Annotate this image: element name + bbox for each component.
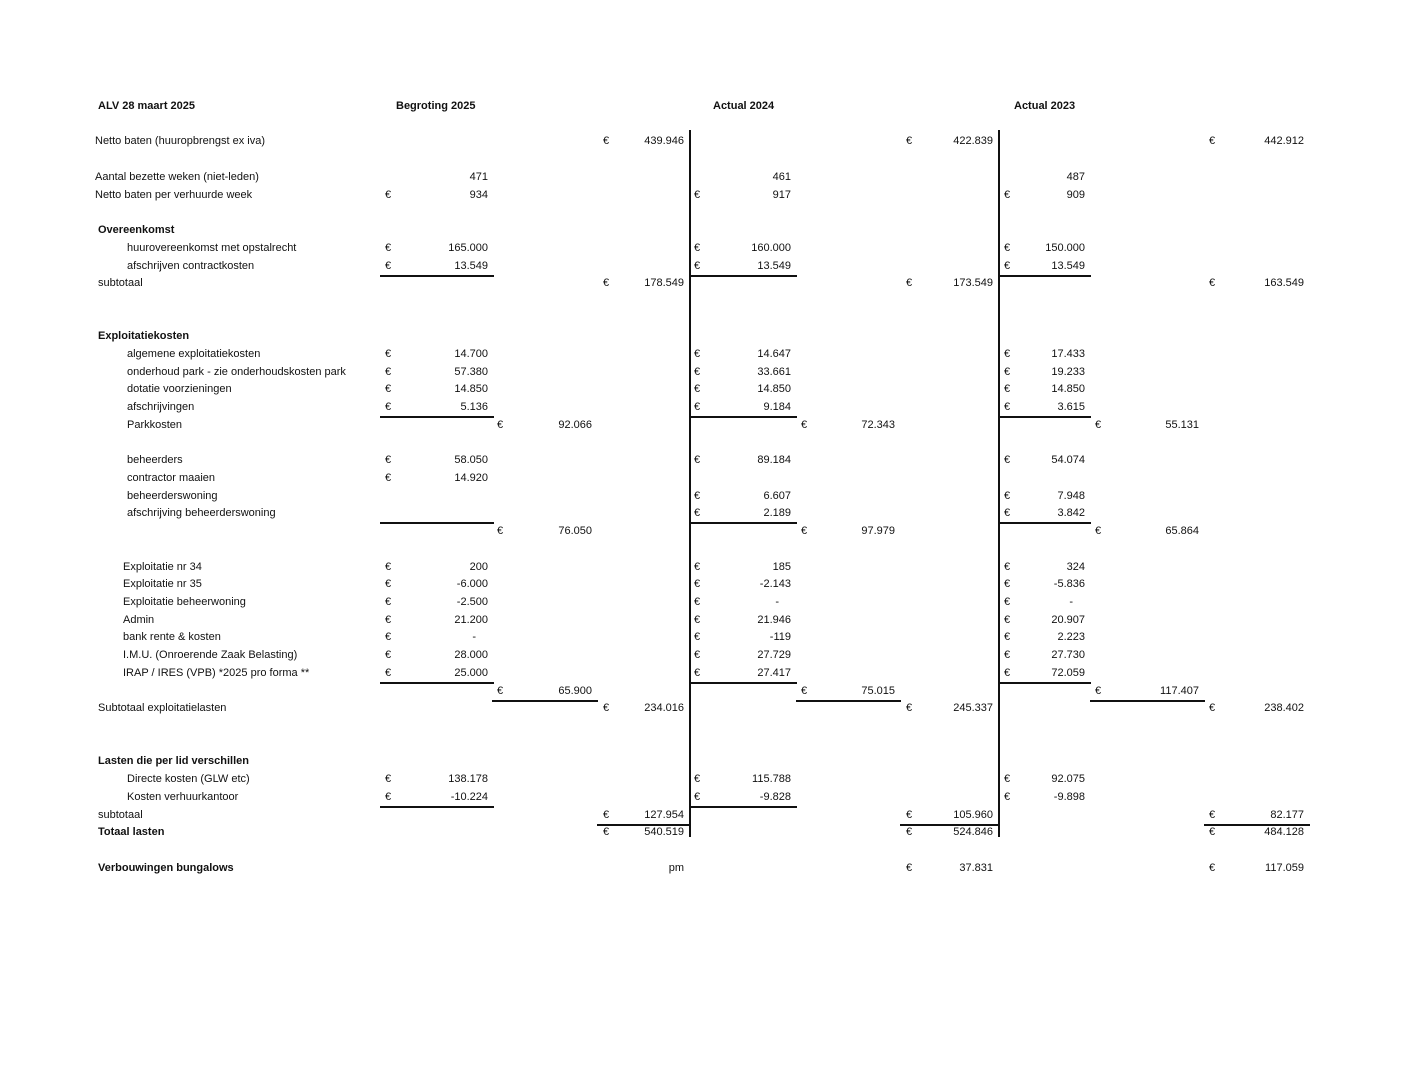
amount-2025-a: 934 (469, 189, 488, 201)
currency-symbol: € (385, 596, 392, 608)
row-label: dotatie voorzieningen (127, 383, 232, 395)
amount-2023-a: 13.549 (1051, 260, 1085, 272)
currency-symbol: € (694, 578, 701, 590)
amount-2023-b: 55.131 (1165, 419, 1199, 431)
currency-symbol: € (603, 277, 610, 289)
amount-2025-c: 540.519 (644, 826, 684, 838)
currency-symbol: € (497, 525, 504, 537)
currency-symbol: € (801, 419, 808, 431)
currency-symbol: € (906, 809, 913, 821)
underline (689, 806, 797, 808)
row-label: onderhoud park - zie onderhoudskosten park (127, 366, 346, 378)
currency-symbol: € (385, 401, 392, 413)
currency-symbol: € (603, 135, 610, 147)
currency-symbol: € (1004, 667, 1011, 679)
row-label: beheerderswoning (127, 490, 218, 502)
amount-2025-a: 5.136 (460, 401, 488, 413)
amount-2024-b: 75.015 (861, 685, 895, 697)
amount-2024-c: 105.960 (953, 809, 993, 821)
row-label: Verbouwingen bungalows (98, 862, 234, 874)
amount-2024-a: 13.549 (757, 260, 791, 272)
amount-2025-a: 200 (469, 561, 488, 573)
underline (999, 416, 1091, 418)
amount-2025-a: 14.850 (454, 383, 488, 395)
amount-2024-a: 6.607 (763, 490, 791, 502)
currency-symbol: € (694, 260, 701, 272)
row-label: afschrijvingen (127, 401, 195, 413)
amount-2024-a: 115.788 (752, 773, 791, 785)
currency-symbol: € (906, 702, 913, 714)
row-label: afschrijving beheerderswoning (127, 507, 276, 519)
row-label: subtotaal (98, 277, 143, 289)
amount-2023-a: -9.898 (1053, 791, 1085, 803)
amount-2023-c: 442.912 (1264, 135, 1304, 147)
amount-2024-c: 173.549 (953, 277, 993, 289)
amount-2025-a: 138.178 (448, 773, 488, 785)
underline (999, 522, 1091, 524)
amount-2023-a: - (1069, 596, 1073, 608)
amount-2023-a: -5.836 (1053, 578, 1085, 590)
row-label: subtotaal (98, 809, 143, 821)
currency-symbol: € (385, 454, 392, 466)
amount-2025-c: pm (668, 862, 684, 874)
amount-2023-a: 7.948 (1057, 490, 1085, 502)
underline (689, 522, 797, 524)
underline (380, 416, 494, 418)
underline (999, 275, 1091, 277)
currency-symbol: € (694, 189, 701, 201)
underline (380, 275, 494, 277)
currency-symbol: € (694, 383, 701, 395)
row-label: Aantal bezette weken (niet-leden) (95, 171, 259, 183)
currency-symbol: € (906, 826, 913, 838)
currency-symbol: € (385, 791, 392, 803)
row-label: Netto baten (huuropbrengst ex iva) (95, 135, 265, 147)
amount-2024-a: 9.184 (763, 401, 791, 413)
amount-2025-a: 14.700 (454, 348, 488, 360)
amount-2023-a: 487 (1066, 171, 1085, 183)
amount-2025-a: 25.000 (454, 667, 488, 679)
underline (689, 275, 797, 277)
amount-2023-a: 150.000 (1045, 242, 1085, 254)
amount-2024-a: -119 (769, 631, 791, 643)
amount-2023-a: 17.433 (1051, 348, 1085, 360)
amount-2025-a: 28.000 (454, 649, 488, 661)
amount-2024-a: 21.946 (757, 614, 791, 626)
amount-2025-c: 234.016 (644, 702, 684, 714)
amount-2025-b: 92.066 (558, 419, 592, 431)
currency-symbol: € (1004, 348, 1011, 360)
amount-2025-a: 471 (469, 171, 488, 183)
underline (380, 522, 494, 524)
amount-2023-a: 324 (1066, 561, 1085, 573)
currency-symbol: € (385, 614, 392, 626)
amount-2024-a: 160.000 (751, 242, 791, 254)
amount-2023-a: 909 (1066, 189, 1085, 201)
currency-symbol: € (497, 685, 504, 697)
row-label: Exploitatie nr 35 (123, 578, 202, 590)
amount-2023-c: 238.402 (1264, 702, 1304, 714)
row-label: Subtotaal exploitatielasten (98, 702, 227, 714)
row-label: Parkkosten (127, 419, 183, 431)
underline (689, 416, 797, 418)
amount-2025-a: 14.920 (454, 472, 488, 484)
row-label: Totaal lasten (98, 826, 165, 838)
amount-2024-a: 917 (772, 189, 791, 201)
amount-2023-a: 2.223 (1057, 631, 1085, 643)
amount-2023-b: 117.407 (1160, 685, 1199, 697)
row-label: I.M.U. (Onroerende Zaak Belasting) (123, 649, 298, 661)
row-label: Exploitatiekosten (98, 330, 190, 342)
underline (689, 682, 797, 684)
currency-symbol: € (385, 649, 392, 661)
currency-symbol: € (385, 773, 392, 785)
currency-symbol: € (1004, 596, 1011, 608)
amount-2024-a: - (775, 596, 779, 608)
currency-symbol: € (694, 507, 701, 519)
row-label: afschrijven contractkosten (127, 260, 255, 272)
currency-symbol: € (1004, 260, 1011, 272)
currency-symbol: € (385, 242, 392, 254)
amount-2024-a: -9.828 (759, 791, 791, 803)
row-label: IRAP / IRES (VPB) *2025 pro forma ** (123, 667, 310, 679)
currency-symbol: € (1004, 507, 1011, 519)
amount-2025-a: 58.050 (454, 454, 488, 466)
amount-2025-a: - (472, 631, 476, 643)
currency-symbol: € (1004, 401, 1011, 413)
currency-symbol: € (694, 401, 701, 413)
currency-symbol: € (694, 348, 701, 360)
currency-symbol: € (1004, 242, 1011, 254)
currency-symbol: € (694, 649, 701, 661)
currency-symbol: € (1209, 702, 1216, 714)
currency-symbol: € (1209, 809, 1216, 821)
amount-2024-c: 245.337 (953, 702, 993, 714)
amount-2023-c: 117.059 (1265, 862, 1304, 874)
amount-2025-c: 178.549 (644, 277, 684, 289)
amount-2024-a: 27.417 (757, 667, 791, 679)
amount-2024-a: 89.184 (757, 454, 791, 466)
underline (492, 700, 598, 702)
amount-2024-a: 14.850 (757, 383, 791, 395)
amount-2023-a: 27.730 (1051, 649, 1085, 661)
currency-symbol: € (1004, 614, 1011, 626)
currency-symbol: € (694, 561, 701, 573)
underline (380, 682, 494, 684)
amount-2023-b: 65.864 (1165, 525, 1199, 537)
currency-symbol: € (1004, 454, 1011, 466)
currency-symbol: € (497, 419, 504, 431)
amount-2023-a: 3.842 (1057, 507, 1085, 519)
amount-2025-c: 439.946 (644, 135, 684, 147)
currency-symbol: € (1004, 189, 1011, 201)
currency-symbol: € (385, 631, 392, 643)
currency-symbol: € (1209, 826, 1216, 838)
amount-2024-b: 97.979 (861, 525, 895, 537)
currency-symbol: € (1209, 277, 1216, 289)
amount-2025-a: -6.000 (456, 578, 488, 590)
sheet-title: ALV 28 maart 2025 (98, 100, 196, 112)
currency-symbol: € (385, 578, 392, 590)
amount-2025-a: -2.500 (456, 596, 488, 608)
currency-symbol: € (1004, 631, 1011, 643)
currency-symbol: € (1004, 791, 1011, 803)
amount-2024-c: 37.831 (959, 862, 993, 874)
currency-symbol: € (385, 366, 392, 378)
currency-symbol: € (1004, 366, 1011, 378)
currency-symbol: € (1209, 862, 1216, 874)
row-label: contractor maaien (127, 472, 216, 484)
amount-2023-c: 484.128 (1264, 826, 1304, 838)
column-header-actual-2023: Actual 2023 (1014, 100, 1076, 112)
currency-symbol: € (906, 862, 913, 874)
currency-symbol: € (694, 454, 701, 466)
underline (796, 700, 901, 702)
currency-symbol: € (603, 702, 610, 714)
underline (999, 682, 1091, 684)
currency-symbol: € (1004, 490, 1011, 502)
amount-2025-a: 165.000 (448, 242, 488, 254)
currency-symbol: € (906, 277, 913, 289)
amount-2024-c: 422.839 (953, 135, 993, 147)
column-header-begroting-2025: Begroting 2025 (396, 100, 476, 112)
amount-2024-a: 14.647 (757, 348, 791, 360)
amount-2023-a: 54.074 (1051, 454, 1085, 466)
currency-symbol: € (603, 826, 610, 838)
currency-symbol: € (385, 260, 392, 272)
currency-symbol: € (694, 366, 701, 378)
amount-2023-a: 72.059 (1051, 667, 1085, 679)
currency-symbol: € (694, 667, 701, 679)
amount-2023-a: 3.615 (1057, 401, 1085, 413)
amount-2023-a: 19.233 (1051, 366, 1085, 378)
amount-2025-b: 65.900 (558, 685, 592, 697)
amount-2023-a: 20.907 (1051, 614, 1085, 626)
column-header-actual-2024: Actual 2024 (713, 100, 775, 112)
currency-symbol: € (1004, 383, 1011, 395)
currency-symbol: € (1004, 561, 1011, 573)
amount-2024-b: 72.343 (861, 419, 895, 431)
row-label: algemene exploitatiekosten (127, 348, 261, 360)
row-label: Exploitatie beheerwoning (123, 596, 246, 608)
row-label: Admin (123, 614, 155, 626)
currency-symbol: € (801, 685, 808, 697)
currency-symbol: € (694, 631, 701, 643)
amount-2025-a: -10.224 (450, 791, 488, 803)
amount-2024-a: 33.661 (757, 366, 791, 378)
currency-symbol: € (694, 490, 701, 502)
column-divider-2024 (689, 130, 691, 837)
row-label: huurovereenkomst met opstalrecht (127, 242, 297, 254)
amount-2024-a: 461 (772, 171, 791, 183)
currency-symbol: € (385, 667, 392, 679)
row-label: beheerders (127, 454, 183, 466)
amount-2025-c: 127.954 (644, 809, 684, 821)
amount-2025-a: 57.380 (454, 366, 488, 378)
row-label: Netto baten per verhuurde week (95, 189, 253, 201)
currency-symbol: € (603, 809, 610, 821)
currency-symbol: € (385, 383, 392, 395)
row-label: Kosten verhuurkantoor (127, 791, 239, 803)
amount-2024-c: 524.846 (953, 826, 993, 838)
currency-symbol: € (1209, 135, 1216, 147)
amount-2025-a: 21.200 (454, 614, 488, 626)
currency-symbol: € (385, 189, 392, 201)
amount-2025-b: 76.050 (558, 525, 592, 537)
row-label: Exploitatie nr 34 (123, 561, 202, 573)
amount-2024-a: 2.189 (763, 507, 791, 519)
amount-2023-c: 82.177 (1270, 809, 1304, 821)
amount-2024-a: 185 (772, 561, 791, 573)
amount-2023-a: 14.850 (1051, 383, 1085, 395)
currency-symbol: € (694, 773, 701, 785)
currency-symbol: € (694, 614, 701, 626)
underline (1090, 700, 1205, 702)
currency-symbol: € (1004, 578, 1011, 590)
currency-symbol: € (694, 242, 701, 254)
currency-symbol: € (1095, 685, 1102, 697)
amount-2023-c: 163.549 (1264, 277, 1304, 289)
column-divider-2023 (998, 130, 1000, 837)
amount-2023-a: 92.075 (1051, 773, 1085, 785)
currency-symbol: € (385, 472, 392, 484)
currency-symbol: € (694, 596, 701, 608)
currency-symbol: € (1004, 649, 1011, 661)
amount-2024-a: -2.143 (759, 578, 791, 590)
row-label: Lasten die per lid verschillen (98, 755, 249, 767)
currency-symbol: € (1095, 419, 1102, 431)
row-label: Directe kosten (GLW etc) (127, 773, 250, 785)
currency-symbol: € (1095, 525, 1102, 537)
currency-symbol: € (694, 791, 701, 803)
amount-2024-a: 27.729 (757, 649, 791, 661)
currency-symbol: € (1004, 773, 1011, 785)
amount-2025-a: 13.549 (454, 260, 488, 272)
currency-symbol: € (801, 525, 808, 537)
currency-symbol: € (385, 561, 392, 573)
underline (380, 806, 494, 808)
row-label: bank rente & kosten (123, 631, 221, 643)
currency-symbol: € (385, 348, 392, 360)
currency-symbol: € (906, 135, 913, 147)
row-label: Overeenkomst (98, 224, 175, 236)
